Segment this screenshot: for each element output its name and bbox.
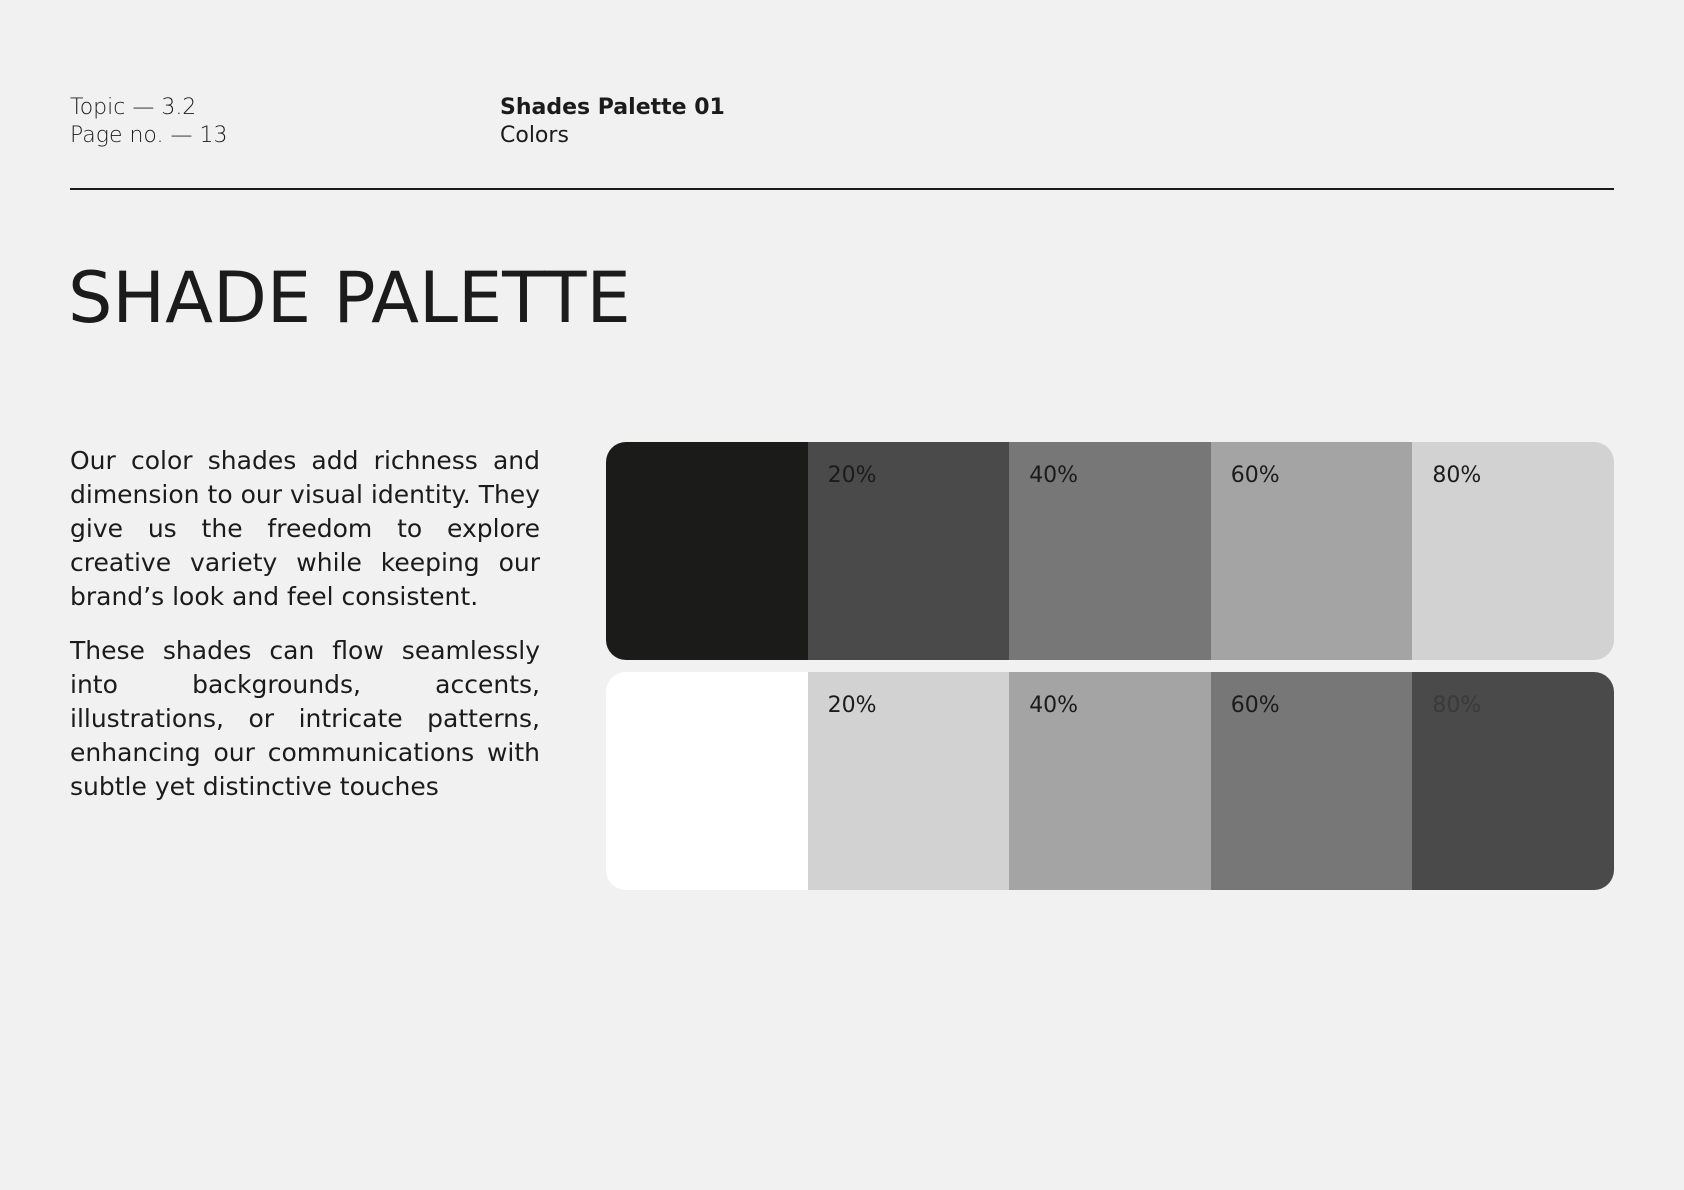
- section-subtitle: Colors: [500, 123, 569, 148]
- topic-label: Topic — 3.2: [70, 95, 197, 120]
- section-title: Shades Palette 01: [500, 95, 725, 120]
- swatch-label: 40%: [1029, 463, 1079, 488]
- page-number-label: Page no. — 13: [70, 123, 228, 148]
- light-swatch-20: [808, 672, 1010, 890]
- light-swatch-60: [1211, 672, 1413, 890]
- page-title: SHADE PALETTE: [68, 257, 631, 339]
- swatch-label: 60%: [1230, 693, 1280, 718]
- body-paragraph-2: These shades can flow seamlessly into backgrounds, accents, illustrations, or intricate patterns, enhancing our communications with subtle yet distinctive touches: [70, 636, 540, 801]
- swatch-label: 20%: [827, 463, 877, 488]
- header-meta: [70, 94, 227, 150]
- swatch-label: 80%: [1432, 463, 1482, 488]
- body-text: [70, 444, 540, 824]
- light-swatch-base: [606, 672, 808, 890]
- dark-swatch-20: [808, 442, 1010, 660]
- header-section: [500, 94, 725, 150]
- swatch-label: 40%: [1029, 693, 1079, 718]
- light-swatch-80: [1412, 672, 1614, 890]
- swatch-label: 20%: [827, 693, 877, 718]
- body-paragraph-1: Our color shades add richness and dimension to our visual identity. They give us the freedom to explore creative variety while keeping our brand’s look and feel consistent.: [70, 446, 540, 611]
- light-shade-palette: [606, 672, 1614, 890]
- header-divider: [70, 188, 1614, 190]
- dark-swatch-40: [1009, 442, 1211, 660]
- dark-shade-palette: [606, 442, 1614, 660]
- dark-swatch-base: [606, 442, 808, 660]
- light-swatch-40: [1009, 672, 1211, 890]
- dark-swatch-60: [1211, 442, 1413, 660]
- swatch-label: 80%: [1432, 693, 1482, 718]
- swatch-label: 60%: [1230, 463, 1280, 488]
- dark-swatch-80: [1412, 442, 1614, 660]
